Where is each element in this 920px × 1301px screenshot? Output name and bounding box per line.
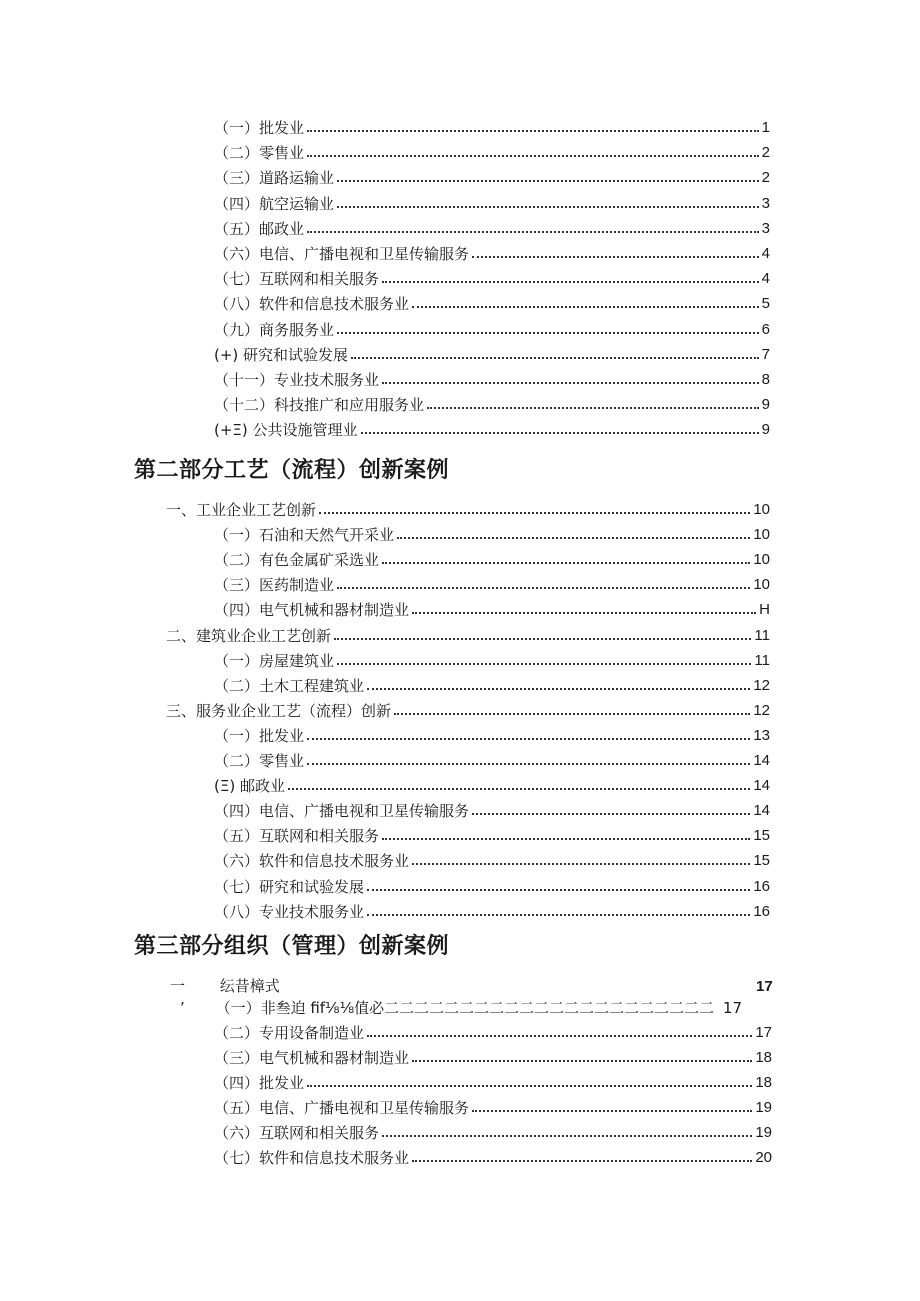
toc-entry-label: （六）软件和信息技术服务业 [214, 852, 410, 871]
toc-entry-p1-1[interactable] [214, 118, 770, 138]
toc-entry-page: 19 [755, 1124, 772, 1141]
dot-leader [472, 256, 759, 258]
toc-entry-label: （三）道路运输业 [214, 169, 335, 188]
toc-entry-p3-5[interactable] [214, 1123, 772, 1143]
toc-entry-page: 11 [754, 651, 770, 669]
toc-entry-label: 三、服务业企业工艺（流程）创新 [166, 701, 392, 720]
dot-leader [412, 306, 759, 308]
dot-leader [351, 357, 759, 359]
toc-entry-label: （二）土木工程建筑业 [214, 676, 365, 695]
toc-entry-p1-3[interactable] [214, 168, 770, 188]
toc-entry-p2-14[interactable] [214, 826, 770, 846]
toc-entry-page: 18 [755, 1049, 772, 1066]
toc-entry-label: (+Ξ) 公共设施管理业 [214, 421, 358, 440]
toc-entry-p1-5[interactable] [214, 219, 770, 239]
toc-entry-page: 1 [761, 119, 770, 136]
toc-entry-label: （三）医药制造业 [214, 576, 335, 595]
toc-entry-p3-6[interactable] [214, 1148, 772, 1168]
toc-entry-page: 16 [753, 877, 770, 895]
dot-leader [382, 838, 750, 840]
dot-leader [337, 587, 750, 589]
toc-entry-p1-11[interactable] [214, 370, 770, 390]
part3-first-line-label: 纭昔樟式 [219, 977, 280, 995]
toc-entry-page: 3 [761, 194, 770, 212]
dot-leader [412, 863, 750, 865]
dot-leader [319, 512, 750, 514]
toc-entry-page: 14 [753, 752, 770, 769]
toc-entry-p2-7[interactable] [214, 651, 770, 671]
toc-entry-p1-9[interactable] [214, 320, 770, 340]
toc-entry-label: （一）批发业 [214, 726, 305, 745]
toc-entry-label: （一）房屋建筑业 [214, 651, 335, 670]
toc-entry-label: （一）批发业 [214, 119, 305, 137]
toc-entry-label: (Ξ) 邮政业 [214, 777, 285, 796]
part3-second-line-mark: ’ [180, 999, 185, 1017]
toc-entry-label: （四）批发业 [214, 1074, 305, 1092]
part3-second-line-page: 17 [722, 999, 743, 1017]
toc-entry-page: 12 [753, 701, 770, 719]
part3-second-line[interactable] [180, 998, 742, 1018]
dot-leader [337, 206, 759, 208]
dot-leader [307, 155, 759, 157]
dot-leader [427, 407, 759, 409]
toc-entry-p1-13[interactable] [214, 420, 770, 440]
toc-entry-page: 4 [761, 245, 770, 262]
toc-entry-p2-8[interactable] [214, 676, 770, 696]
dot-leader [307, 231, 759, 233]
toc-entry-page: H [759, 601, 770, 619]
dot-leader [334, 638, 751, 640]
toc-entry-page: 2 [761, 169, 770, 187]
toc-entry-label: 一、工业企业工艺创新 [166, 501, 317, 519]
toc-entry-label: （六）电信、广播电视和卫星传输服务 [214, 245, 470, 263]
dot-leader [367, 914, 750, 916]
dot-leader [412, 1060, 752, 1062]
toc-entry-page: 9 [761, 421, 770, 439]
toc-entry-page: 19 [755, 1099, 772, 1116]
dot-leader [472, 813, 750, 815]
toc-entry-label: （二）零售业 [214, 752, 305, 770]
dot-leader [382, 382, 759, 384]
dot-leader [397, 537, 750, 539]
toc-entry-page: 10 [753, 551, 770, 569]
part3-first-line[interactable] [170, 976, 280, 996]
toc-entry-label: （五）互联网和相关服务 [214, 827, 380, 846]
toc-entry-p1-6[interactable] [214, 244, 770, 264]
toc-entry-p2-5[interactable] [214, 600, 770, 620]
dot-leader [367, 688, 750, 690]
toc-entry-p1-10[interactable] [214, 345, 770, 365]
dot-leader [337, 332, 759, 334]
toc-entry-label: （七）研究和试验发展 [214, 877, 365, 896]
toc-entry-label: （一）石油和天然气开采业 [214, 526, 395, 545]
toc-entry-page: 13 [753, 726, 770, 744]
toc-entry-p2-2[interactable] [214, 525, 770, 545]
toc-entry-p2-1[interactable] [166, 500, 770, 520]
toc-entry-p1-2[interactable] [214, 143, 770, 163]
dot-leader [412, 1160, 752, 1162]
part3-heading: 第三部分组织（管理）创新案例 [134, 934, 450, 959]
toc-entry-p2-10[interactable] [214, 726, 770, 746]
toc-entry-p2-17[interactable] [214, 902, 770, 922]
toc-entry-label: （六）互联网和相关服务 [214, 1124, 380, 1142]
dot-leader [307, 1085, 752, 1087]
toc-entry-p2-15[interactable] [214, 851, 770, 871]
toc-entry-p2-12[interactable] [214, 776, 770, 796]
toc-entry-page: 14 [753, 802, 770, 820]
toc-entry-p2-4[interactable] [214, 575, 770, 595]
toc-entry-page: 2 [761, 144, 770, 162]
toc-entry-p3-1[interactable] [214, 1023, 772, 1043]
dot-leader [337, 663, 751, 665]
toc-entry-p1-12[interactable] [214, 395, 770, 415]
dot-leader [337, 180, 759, 182]
toc-entry-label: （五）邮政业 [214, 219, 305, 238]
toc-entry-p2-11[interactable] [214, 751, 770, 771]
toc-entry-page: 11 [754, 626, 770, 644]
toc-entry-page: 4 [761, 270, 770, 288]
toc-entry-label: 二、建筑业企业工艺创新 [166, 626, 332, 645]
toc-entry-page: 10 [753, 576, 770, 594]
dot-leader [472, 1110, 752, 1112]
dot-leader [361, 432, 759, 434]
toc-entry-p2-6[interactable] [166, 626, 770, 646]
dot-leader [367, 1035, 752, 1037]
toc-entry-page: 18 [755, 1074, 772, 1091]
part3-first-line-prefix: 一 [170, 977, 186, 995]
toc-entry-page: 20 [755, 1149, 772, 1166]
toc-entry-label: （四）电信、广播电视和卫星传输服务 [214, 802, 470, 821]
toc-entry-label: （八）软件和信息技术服务业 [214, 295, 410, 314]
toc-entry-page: 10 [753, 501, 770, 518]
toc-entry-page: 15 [753, 827, 770, 845]
toc-entry-label: （十二）科技推广和应用服务业 [214, 396, 425, 415]
toc-entry-label: （七）软件和信息技术服务业 [214, 1149, 410, 1167]
toc-entry-p3-3[interactable] [214, 1073, 772, 1093]
toc-entry-page: 12 [753, 676, 770, 694]
toc-entry-page: 15 [753, 852, 770, 870]
toc-entry-label: (+) 研究和试验发展 [214, 345, 349, 364]
toc-entry-p1-8[interactable] [214, 294, 770, 314]
toc-entry-p2-9[interactable] [166, 701, 770, 721]
toc-entry-label: （二）专用设备制造业 [214, 1024, 365, 1042]
dot-leader [382, 1135, 752, 1137]
toc-entry-label: （三）电气机械和器材制造业 [214, 1049, 410, 1067]
toc-entry-page: 17 [755, 1024, 772, 1041]
toc-entry-label: （二）零售业 [214, 144, 305, 163]
toc-entry-p2-3[interactable] [214, 550, 770, 570]
dot-leader [382, 562, 750, 564]
toc-entry-p3-4[interactable] [214, 1098, 772, 1118]
toc-entry-p1-7[interactable] [214, 269, 770, 289]
dot-leader [367, 889, 750, 891]
toc-entry-label: （二）有色金属矿采选业 [214, 551, 380, 570]
toc-entry-page: 6 [761, 320, 770, 338]
part3-second-line-label: （一）非叁迫 fif⅛⅛值必二二二二二二二二二二二二二二二二二二二二二二 [215, 999, 715, 1017]
toc-entry-p1-4[interactable] [214, 194, 770, 214]
toc-entry-label: （九）商务服务业 [214, 320, 335, 339]
dot-leader [382, 281, 759, 283]
toc-entry-page: 5 [761, 295, 770, 313]
toc-entry-page: 8 [761, 371, 770, 388]
toc-entry-p3-2[interactable] [214, 1048, 772, 1068]
dot-leader [307, 130, 759, 132]
toc-entry-page: 10 [753, 526, 770, 544]
toc-entry-label: （十一）专业技术服务业 [214, 371, 380, 389]
toc-entry-label: （四）航空运输业 [214, 194, 335, 213]
toc-entry-p2-16[interactable] [214, 877, 770, 897]
toc-entry-label: （四）电气机械和器材制造业 [214, 601, 410, 620]
toc-entry-label: （五）电信、广播电视和卫星传输服务 [214, 1099, 470, 1117]
part3-first-line-page: 17 [756, 978, 773, 995]
dot-leader [307, 738, 750, 740]
dot-leader [307, 763, 750, 765]
part2-heading: 第二部分工艺（流程）创新案例 [134, 458, 450, 483]
toc-entry-page: 7 [761, 345, 770, 363]
dot-leader [394, 713, 750, 715]
toc-entry-p2-13[interactable] [214, 801, 770, 821]
toc-entry-page: 9 [761, 396, 770, 414]
toc-entry-page: 3 [761, 219, 770, 237]
toc-entry-page: 14 [753, 777, 770, 795]
dot-leader [412, 612, 756, 614]
toc-entry-label: （七）互联网和相关服务 [214, 270, 380, 289]
toc-entry-page: 16 [753, 902, 770, 920]
dot-leader [288, 788, 750, 790]
toc-entry-label: （八）专业技术服务业 [214, 902, 365, 921]
